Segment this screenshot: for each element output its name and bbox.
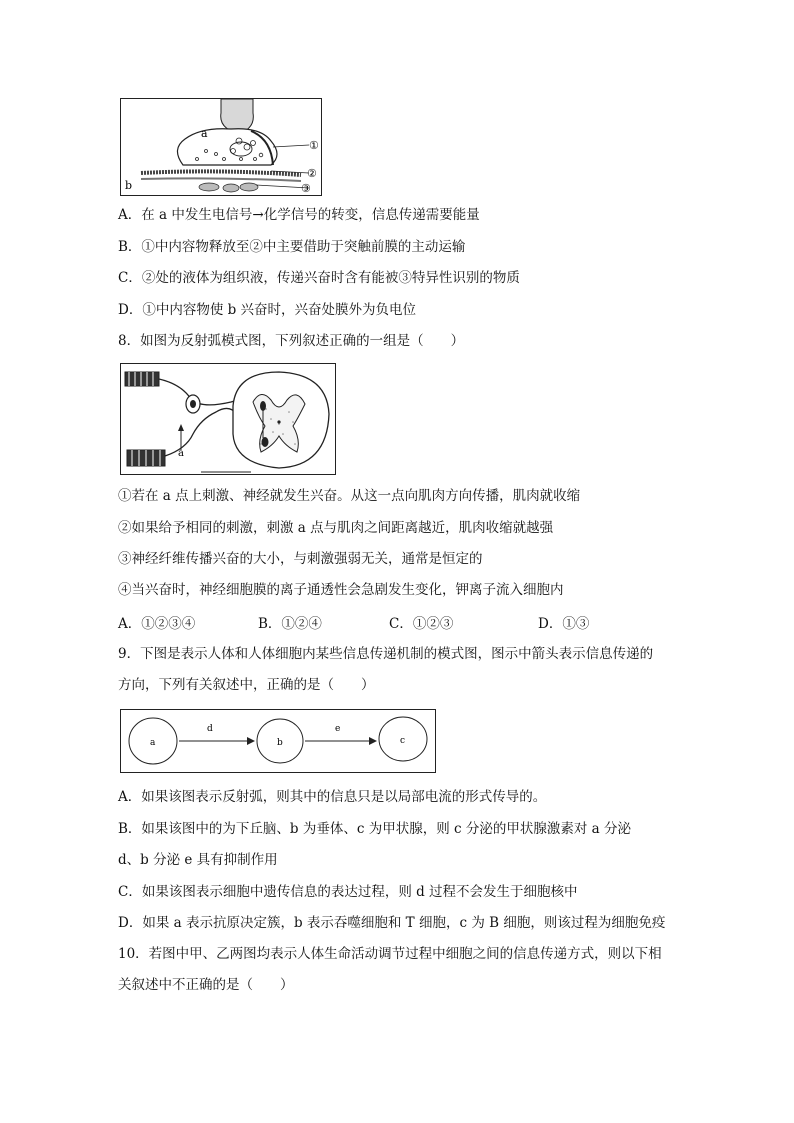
- label-a: a: [201, 127, 208, 140]
- q9-option-b-cont: d、b 分泌 e 具有抑制作用: [118, 852, 278, 868]
- label-3: ③: [301, 182, 311, 195]
- q8-choices: [118, 612, 598, 630]
- q9-stem-line1: 9．下图是表示人体和人体细胞内某些信息传递机制的模式图，图示中箭头表示信息传递的: [118, 646, 654, 662]
- reflex-label-a: a: [178, 448, 184, 459]
- q10-stem-line1: 10．若图中甲、乙两图均表示人体生命活动调节过程中细胞之间的信息传递方式，则以下相: [118, 946, 662, 962]
- leader-line-1: [273, 145, 309, 147]
- q9-option-b: B．如果该图中的为下丘脑、b 为垂体、c 为甲状腺，则 c 分泌的甲状腺激素对 a 分泌: [118, 821, 631, 837]
- postsynaptic-membrane: [141, 171, 301, 175]
- arrow-e-label: e: [335, 724, 341, 734]
- q8-choice-d: D．①③: [538, 616, 590, 632]
- q7-option-a: A．在 a 中发生电信号→化学信号的转变，信息传递需要能量: [118, 207, 480, 223]
- node-c-label: c: [400, 736, 406, 746]
- label-2: ②: [307, 167, 317, 180]
- q7-option-b: B．①中内容物释放至②中主要借助于突触前膜的主动运输: [118, 239, 466, 255]
- q9-option-c: C．如果该图表示细胞中遗传信息的表达过程，则 d 过程不会发生于细胞核中: [118, 884, 578, 900]
- q8-choice-b: B．①②④: [258, 616, 322, 632]
- q9-stem-line2: 方向，下列有关叙述中，正确的是（ ）: [118, 677, 375, 693]
- reflex-arc-figure: [120, 363, 336, 475]
- central-canal: [277, 420, 280, 423]
- q8-choice-a: A．①②③④: [118, 616, 196, 632]
- signal-flow-diagram: [121, 710, 435, 772]
- q8-statement-4: ④当兴奋时，神经细胞膜的离子通透性会急剧发生变化，钾离子流入细胞内: [118, 582, 564, 598]
- node-a-label: a: [150, 738, 156, 748]
- q7-option-c: C．②处的液体为组织液，传递兴奋时含有能被③特异性识别的物质: [118, 270, 520, 286]
- label-b: b: [125, 179, 133, 192]
- label-1: ①: [309, 139, 319, 152]
- q8-statement-1: ①若在 a 点上刺激、神经就发生兴奋。从这一点向肌肉方向传播，肌肉就收缩: [118, 488, 581, 504]
- q8-statement-3: ③神经纤维传播兴奋的大小，与刺激强弱无关，通常是恒定的: [118, 551, 483, 567]
- q8-stem: 8．如图为反射弧模式图，下列叙述正确的一组是（ ）: [118, 333, 465, 349]
- synapse-diagram: [121, 99, 321, 195]
- motor-neuron-body: [262, 437, 269, 447]
- effector-muscle: [125, 372, 159, 386]
- interneuron-body: [260, 401, 266, 411]
- signal-flow-figure: [120, 709, 436, 773]
- axon-stalk: [221, 99, 254, 131]
- postsynaptic-receptors: [199, 183, 258, 192]
- synapse-figure: [120, 98, 322, 196]
- reflex-arc-diagram: [121, 364, 335, 474]
- q7-option-d: D．①中内容物使 b 兴奋时，兴奋处膜外为负电位: [118, 302, 417, 318]
- axon-terminal: [177, 129, 277, 165]
- q9-option-d: D．如果 a 表示抗原决定簇，b 表示吞噬细胞和 T 细胞，c 为 B 细胞，则该过程为细胞免疫: [118, 915, 666, 931]
- q9-option-a: A．如果该图表示反射弧，则其中的信息只是以局部电流的形式传导的。: [118, 789, 547, 805]
- q8-choice-c: C．①②③: [389, 616, 454, 632]
- receptor-block: [127, 450, 165, 466]
- ganglion-cell: [190, 400, 196, 408]
- postsynaptic-band: [141, 178, 301, 181]
- q10-stem-line2: 关叙述中不正确的是（ ）: [118, 977, 294, 993]
- node-b-label: b: [277, 738, 283, 748]
- arrow-d-label: d: [207, 724, 213, 734]
- stimulus-arrowhead: [178, 424, 184, 431]
- q8-statement-2: ②如果给予相同的刺激，刺激 a 点与肌肉之间距离越近，肌肉收缩就越强: [118, 520, 554, 536]
